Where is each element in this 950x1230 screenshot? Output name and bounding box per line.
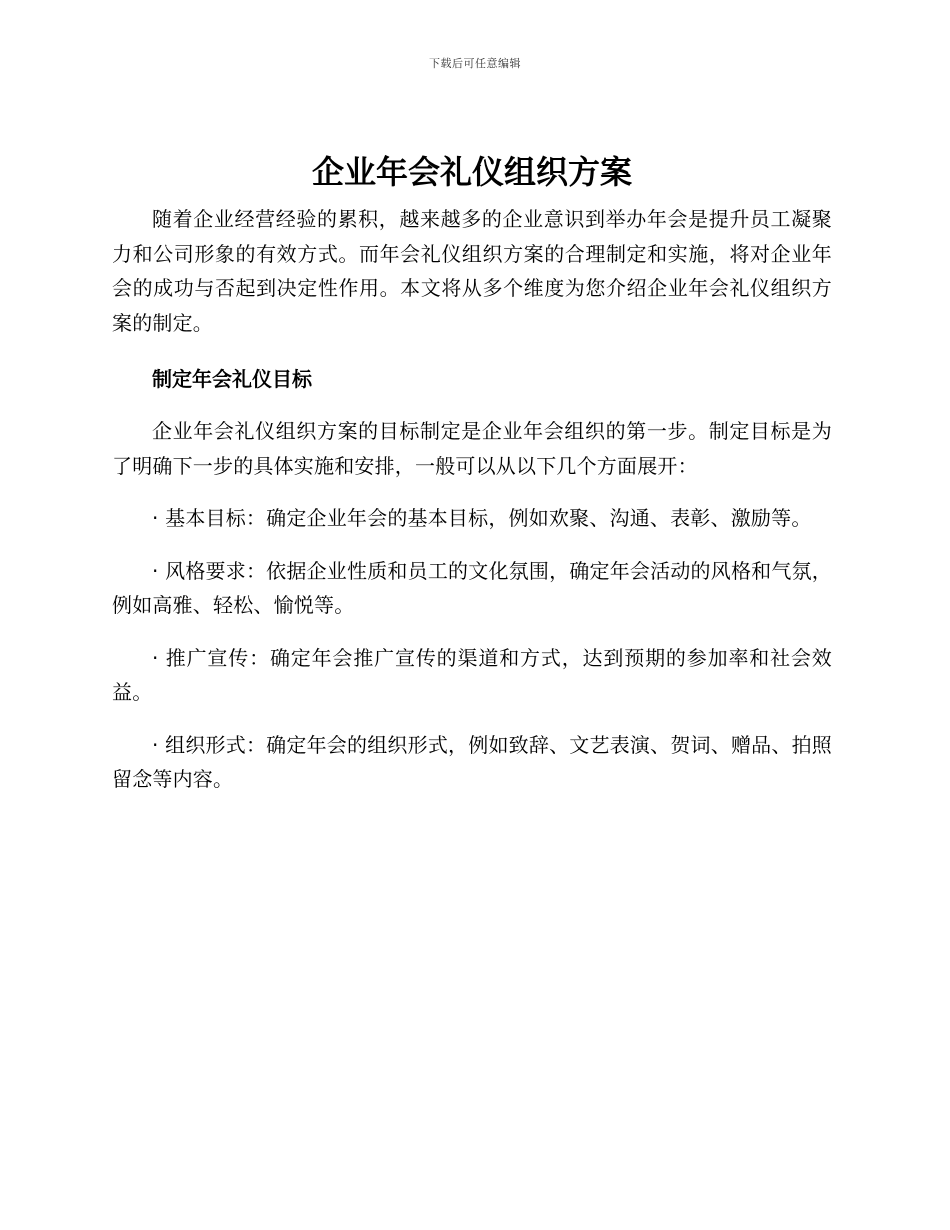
document-title: 企业年会礼仪组织方案: [311, 153, 632, 191]
bullet-style-requirement: · 风格要求：依据企业性质和员工的文化氛围，确定年会活动的风格和气氛，例如高雅、轻松、愉悦等。: [112, 558, 832, 617]
document-body: [112, 150, 832, 797]
intro-paragraph: 随着企业经营经验的累积，越来越多的企业意识到举办年会是提升员工凝聚力和公司形象的有效方式。而年会礼仪组织方案的合理制定和实施，将对企业年会的成功与否起到决定性作用。本文将从多个维度为您介绍企业年会礼仪组织方案的制定。: [112, 207, 832, 335]
bullet-basic-goal: · 基本目标：确定企业年会的基本目标，例如欢聚、沟通、表彰、激励等。: [152, 506, 812, 530]
bullet-organization-form: · 组织形式：确定年会的组织形式，例如致辞、文艺表演、贺词、赠品、拍照留念等内容。: [112, 732, 832, 791]
header-note: 下载后可任意编辑: [429, 57, 521, 70]
section-heading: 制定年会礼仪目标: [152, 367, 312, 391]
bullet-promotion: · 推广宣传：确定年会推广宣传的渠道和方式，达到预期的参加率和社会效益。: [112, 645, 832, 704]
section-intro-paragraph: 企业年会礼仪组织方案的目标制定是企业年会组织的第一步。制定目标是为了明确下一步的具体实施和安排，一般可以从以下几个方面展开：: [112, 419, 832, 478]
